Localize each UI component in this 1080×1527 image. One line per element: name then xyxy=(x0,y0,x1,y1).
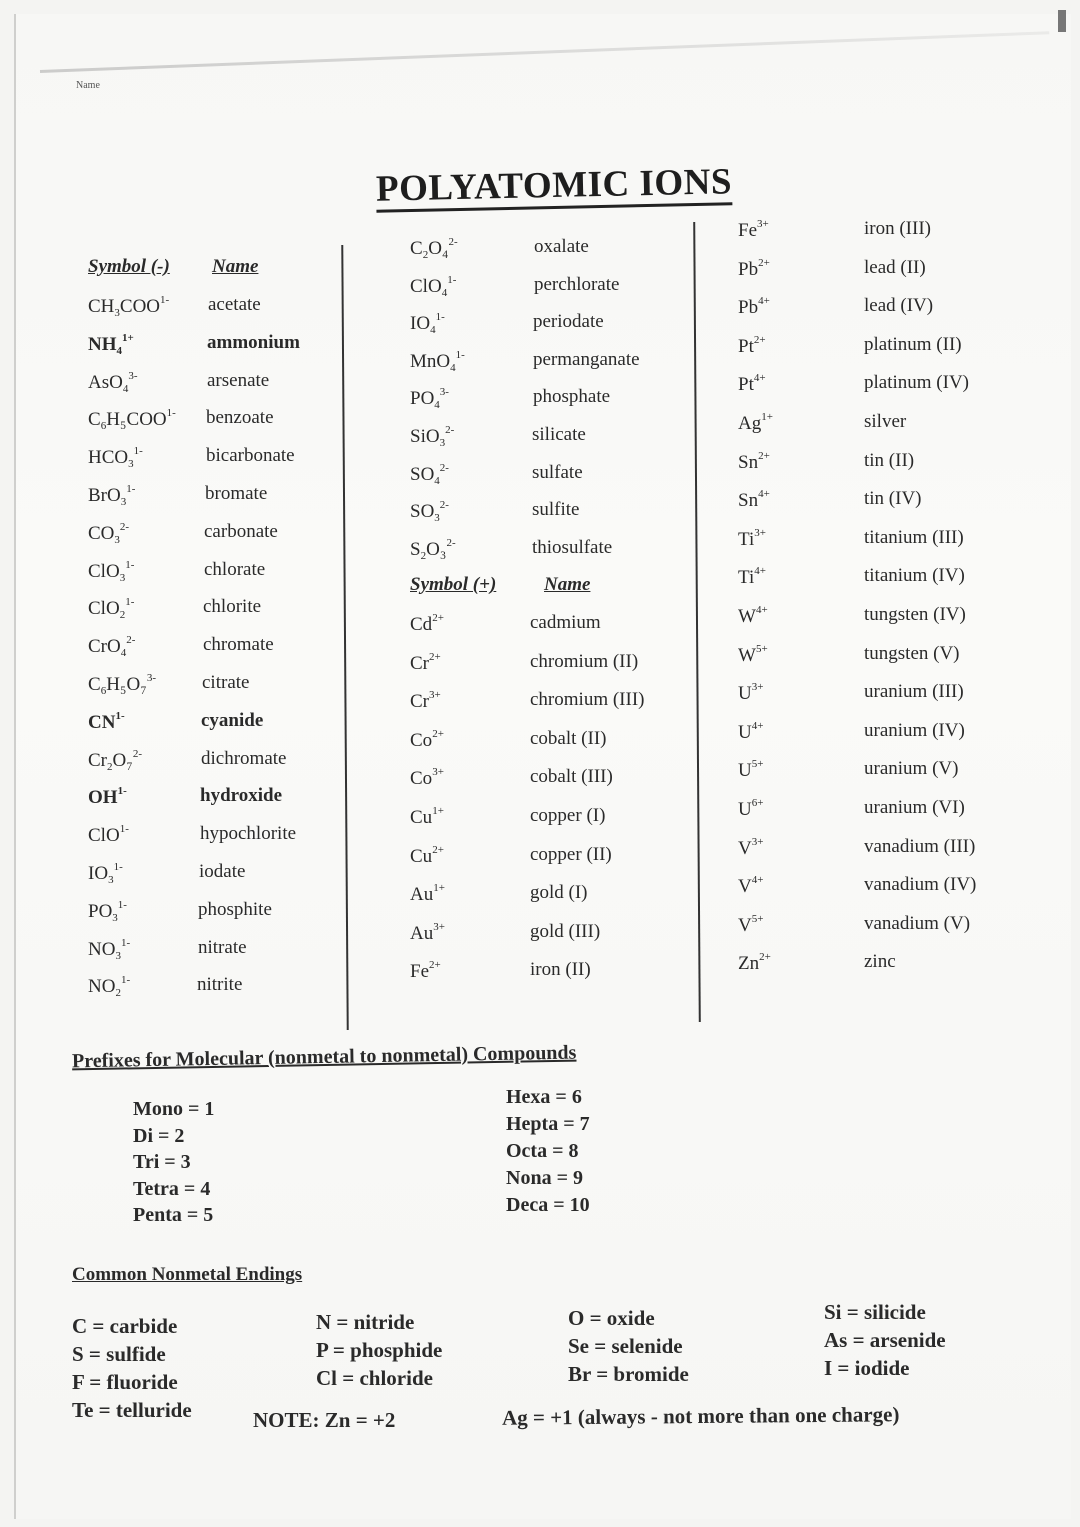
charge: 1- xyxy=(120,936,131,949)
ion-name: nitrate xyxy=(198,936,247,958)
charge: 3- xyxy=(439,386,449,399)
charge: 1- xyxy=(117,898,127,911)
ion-name: citrate xyxy=(202,672,250,693)
charge: 2+ xyxy=(432,843,444,856)
ion-name: hypochlorite xyxy=(200,823,297,845)
ending-item: N = nitride xyxy=(316,1310,415,1334)
charge: 5+ xyxy=(755,642,768,655)
ion-name: sulfate xyxy=(532,461,583,483)
ion-symbol: $Au^{1+}$ xyxy=(410,882,445,906)
ion-name: uranium (IV) xyxy=(864,719,965,741)
charge: 3+ xyxy=(751,835,764,848)
symbol-header: Symbol (-) xyxy=(88,256,170,277)
ion-name: cobalt (III) xyxy=(530,766,613,788)
ion-name: gold (III) xyxy=(530,920,601,942)
ion-name: thiosulfate xyxy=(532,536,613,558)
subscript: 2 xyxy=(107,760,113,773)
name-label: Name xyxy=(76,80,100,91)
subscript: 3 xyxy=(439,437,446,449)
ion-name: zinc xyxy=(864,951,896,973)
ion-symbol: $C_6H_5O_7^{3-}$ xyxy=(88,672,157,697)
ion-symbol: $OH^{1-}$ xyxy=(88,785,127,809)
ion-name: platinum (IV) xyxy=(864,372,970,394)
charge: 2+ xyxy=(429,650,441,663)
ion-name: arsenate xyxy=(207,369,270,391)
prefix-item: Hexa = 6 xyxy=(506,1086,582,1108)
charge: 6+ xyxy=(751,797,764,809)
ion-symbol: $W^{4+}$ xyxy=(738,604,768,627)
ion-name: chlorate xyxy=(204,558,266,580)
subscript: 6 xyxy=(100,685,107,697)
ion-symbol: $Cr^{2+}$ xyxy=(410,650,441,674)
ion-symbol: ClO$^{1-}$ xyxy=(88,823,129,847)
ion-symbol: $Ti^{3+}$ xyxy=(738,526,766,550)
ion-name: vanadium (V) xyxy=(864,912,971,934)
charge: 4+ xyxy=(751,719,764,732)
ion-symbol: $PO_4^{3-}$ xyxy=(410,386,449,412)
ion-symbol: $V^{3+}$ xyxy=(738,835,764,859)
subscript: 2 xyxy=(422,249,429,261)
ion-symbol: $Fe^{3+}$ xyxy=(738,218,769,241)
charge: 2- xyxy=(445,424,455,436)
ion-name: carbonate xyxy=(204,520,278,542)
charge: 1+ xyxy=(122,331,134,344)
subscript: 4 xyxy=(434,399,440,412)
ion-name: copper (I) xyxy=(530,805,606,826)
charge: 3+ xyxy=(754,526,766,539)
ion-name: sulfite xyxy=(532,499,580,521)
charge: 2- xyxy=(439,499,449,512)
ion-name: silver xyxy=(864,411,907,432)
prefix-item: Deca = 10 xyxy=(506,1194,590,1216)
ion-symbol: $S_2O_3^{2-}$ xyxy=(410,536,456,562)
ion-symbol: $NH_4^{1+}$ xyxy=(88,331,134,357)
charge: 3- xyxy=(146,672,157,684)
symbol-header: Symbol (+) xyxy=(410,574,497,596)
prefixes-title: Prefixes for Molecular (nonmetal to nonmetal) Compounds xyxy=(71,1041,577,1073)
ion-symbol: $NO_2^{1-}$ xyxy=(88,974,131,1000)
subscript: 3 xyxy=(120,496,127,508)
subscript: 4 xyxy=(430,324,436,337)
note-zinc: NOTE: Zn = +2 xyxy=(253,1408,396,1432)
ion-symbol: $Au^{3+}$ xyxy=(410,920,445,944)
charge: 1+ xyxy=(761,411,773,423)
ion-symbol: $Co^{3+}$ xyxy=(410,766,444,790)
ion-name: bromate xyxy=(205,483,268,504)
prefix-item: Penta = 5 xyxy=(133,1204,214,1226)
ion-symbol: $V^{4+}$ xyxy=(738,874,764,898)
note-silver: Ag = +1 (always - not more than one charge) xyxy=(501,1402,900,1430)
ion-name: cyanide xyxy=(201,709,264,731)
ion-name: copper (II) xyxy=(530,843,612,865)
ion-name: oxalate xyxy=(534,236,589,257)
charge: 5+ xyxy=(751,912,764,925)
ion-symbol: $U^{3+}$ xyxy=(738,681,764,705)
ion-name: lead (IV) xyxy=(864,295,934,317)
ion-name: lead (II) xyxy=(864,256,926,278)
ion-name: iron (II) xyxy=(530,959,591,981)
ion-symbol: $Pt^{2+}$ xyxy=(738,333,766,357)
charge: 3+ xyxy=(433,920,445,933)
ion-name: chromate xyxy=(203,634,274,656)
ion-name: ammonium xyxy=(207,331,300,353)
ending-item: I = iodide xyxy=(824,1356,910,1380)
ion-symbol: SiO$_3^{2-}$ xyxy=(410,424,455,449)
subscript: 6 xyxy=(100,420,107,433)
ion-name: bicarbonate xyxy=(206,445,295,467)
ion-symbol: $C_2O_4^{2-}$ xyxy=(410,236,458,261)
ion-symbol: $U^{4+}$ xyxy=(738,719,764,743)
ion-symbol: ClO$_4^{1-}$ xyxy=(410,273,457,299)
subscript: 4 xyxy=(450,361,456,374)
ion-name: gold (I) xyxy=(530,882,588,904)
subscript: 2 xyxy=(420,549,427,562)
charge: 3+ xyxy=(751,681,764,694)
charge: 4+ xyxy=(758,295,770,308)
charge: 1- xyxy=(455,348,465,361)
ion-name: tungsten (V) xyxy=(864,642,960,664)
subscript: 3 xyxy=(115,949,121,962)
ion-name: iodate xyxy=(199,861,246,882)
charge: 1- xyxy=(115,709,125,722)
ion-symbol: $SO_3^{2-}$ xyxy=(410,499,449,525)
ion-name: vanadium (III) xyxy=(864,835,976,857)
ending-item: Br = bromide xyxy=(568,1362,689,1386)
ending-item: As = arsenide xyxy=(824,1328,946,1352)
ion-symbol: $CO_3^{2-}$ xyxy=(88,520,130,546)
charge: 1- xyxy=(126,483,136,495)
ion-symbol: $Zn^{2+}$ xyxy=(738,951,771,975)
ion-symbol: CrO$_4^{2-}$ xyxy=(88,634,136,660)
ion-name: nitrite xyxy=(197,974,243,996)
ion-symbol: $Co^{2+}$ xyxy=(410,727,444,751)
ion-name: tin (IV) xyxy=(864,488,922,510)
name-header: Name xyxy=(544,574,591,596)
ending-item: P = phosphide xyxy=(316,1338,443,1362)
ion-symbol: AsO$_4^{3-}$ xyxy=(88,369,138,395)
subscript: 4 xyxy=(116,344,122,357)
ion-symbol: MnO$_4^{1-}$ xyxy=(410,348,465,374)
ion-symbol: $Pb^{2+}$ xyxy=(738,256,770,280)
ion-name: phosphite xyxy=(198,898,272,920)
ion-symbol: $Cd^{2+}$ xyxy=(410,612,444,635)
ion-symbol: $C_6H_5COO^{1-}$ xyxy=(88,407,176,433)
ion-symbol: $SO_4^{2-}$ xyxy=(410,461,449,487)
charge: 1+ xyxy=(432,805,444,817)
charge: 2- xyxy=(446,536,456,549)
ion-name: dichromate xyxy=(201,747,287,769)
ion-symbol: $HCO_3^{1-}$ xyxy=(88,445,143,471)
ion-symbol: $V^{5+}$ xyxy=(738,912,764,936)
ion-name: tungsten (IV) xyxy=(864,604,966,625)
ion-name: uranium (III) xyxy=(864,681,964,703)
ion-symbol: $Ti^{4+}$ xyxy=(738,565,766,589)
subscript: 3 xyxy=(114,533,120,546)
ion-name: chromium (III) xyxy=(530,689,645,711)
ion-symbol: $Cr_2O_7^{2-}$ xyxy=(88,747,143,773)
ion-symbol: $Pt^{4+}$ xyxy=(738,372,766,396)
subscript: 4 xyxy=(441,286,448,299)
subscript: 3 xyxy=(112,911,118,924)
prefix-item: Di = 2 xyxy=(133,1124,185,1147)
ending-item: C = carbide xyxy=(72,1314,178,1338)
ion-symbol: $Pb^{4+}$ xyxy=(738,295,770,319)
ion-name: iron (III) xyxy=(864,218,931,239)
charge: 4+ xyxy=(754,565,766,578)
ion-name: tin (II) xyxy=(864,449,915,471)
ion-name: silicate xyxy=(532,424,586,445)
subscript: 2 xyxy=(115,987,121,1000)
charge: 2- xyxy=(448,236,458,248)
ion-symbol: $Cr^{3+}$ xyxy=(410,689,441,713)
charge: 4+ xyxy=(755,604,768,616)
ion-name: uranium (V) xyxy=(864,758,959,780)
ending-item: O = oxide xyxy=(568,1306,655,1330)
charge: 5+ xyxy=(751,758,764,771)
ion-symbol: $IO_4^{1-}$ xyxy=(410,311,445,337)
charge: 1- xyxy=(125,558,135,571)
charge: 1- xyxy=(166,407,176,420)
ion-symbol: $NO_3^{1-}$ xyxy=(88,936,131,962)
charge: 2- xyxy=(126,634,136,647)
ion-symbol: $W^{5+}$ xyxy=(738,642,768,666)
subscript: 3 xyxy=(434,512,440,525)
ion-symbol: BrO$_3^{1-}$ xyxy=(88,483,136,508)
ion-name: uranium (VI) xyxy=(864,797,965,818)
charge: 4+ xyxy=(758,488,770,501)
ending-item: Te = telluride xyxy=(72,1398,192,1422)
name-header: Name xyxy=(212,256,259,277)
page-title: POLYATOMIC IONS xyxy=(376,162,733,212)
charge: 2+ xyxy=(429,959,441,972)
charge: 4+ xyxy=(753,372,766,385)
prefix-item: Hepta = 7 xyxy=(506,1113,590,1135)
subscript: 3 xyxy=(128,458,134,471)
ion-name: cadmium xyxy=(530,612,601,633)
ion-symbol: $Sn^{4+}$ xyxy=(738,488,770,512)
ion-name: perchlorate xyxy=(534,273,620,295)
ion-name: vanadium (IV) xyxy=(864,874,977,896)
charge: 3+ xyxy=(757,218,769,230)
ending-item: Se = selenide xyxy=(568,1334,683,1358)
charge: 2- xyxy=(132,747,143,760)
ending-item: Cl = chloride xyxy=(316,1366,433,1390)
charge: 2+ xyxy=(758,256,770,269)
ion-symbol: $CH_3COO^{1-}$ xyxy=(88,294,170,319)
charge: 3- xyxy=(128,369,138,382)
ion-name: phosphate xyxy=(533,386,611,408)
ion-symbol: $Ag^{1+}$ xyxy=(738,411,773,434)
subscript: 4 xyxy=(120,647,127,660)
ion-symbol: $Sn^{2+}$ xyxy=(738,449,770,473)
ending-item: S = sulfide xyxy=(72,1342,166,1366)
ion-name: hydroxide xyxy=(200,785,283,807)
ending-item: F = fluoride xyxy=(72,1370,178,1394)
charge: 2+ xyxy=(432,727,444,740)
charge: 1- xyxy=(133,445,143,458)
subscript: 3 xyxy=(114,307,120,319)
ion-symbol: $IO_3^{1-}$ xyxy=(88,861,123,886)
subscript: 4 xyxy=(434,474,440,487)
scan-corner-mark xyxy=(1058,10,1066,32)
ion-name: platinum (II) xyxy=(864,333,962,355)
charge: 1- xyxy=(120,974,131,987)
ion-symbol: $Cu^{2+}$ xyxy=(410,843,444,867)
endings-title: Common Nonmetal Endings xyxy=(72,1264,303,1285)
prefix-item: Octa = 8 xyxy=(506,1140,579,1162)
charge: 1- xyxy=(113,861,123,873)
ion-name: titanium (IV) xyxy=(864,565,965,587)
prefix-item: Nona = 9 xyxy=(506,1167,583,1189)
ion-name: benzoate xyxy=(206,407,274,429)
ion-name: periodate xyxy=(533,311,604,333)
ion-symbol: $U^{5+}$ xyxy=(738,758,764,782)
charge: 1- xyxy=(435,311,445,324)
ion-name: permanganate xyxy=(533,348,640,370)
ion-name: titanium (III) xyxy=(864,526,964,548)
charge: 1- xyxy=(117,785,127,798)
prefix-item: Mono = 1 xyxy=(133,1098,215,1120)
subscript: 3 xyxy=(108,874,114,886)
ion-symbol: ClO$_3^{1-}$ xyxy=(88,558,135,584)
subscript: 4 xyxy=(122,382,129,395)
subscript: 2 xyxy=(119,609,126,622)
ion-symbol: $PO_3^{1-}$ xyxy=(88,898,127,924)
charge: 2- xyxy=(119,520,130,533)
charge: 1- xyxy=(447,273,457,286)
charge: 2- xyxy=(439,461,449,474)
subscript: 3 xyxy=(119,571,126,584)
ion-symbol: $Fe^{2+}$ xyxy=(410,959,441,983)
ion-symbol: ClO$_2^{1-}$ xyxy=(88,596,135,622)
ion-name: acetate xyxy=(208,294,261,315)
ion-symbol: $Cu^{1+}$ xyxy=(410,805,444,828)
ending-item: Si = silicide xyxy=(824,1300,926,1324)
charge: 1+ xyxy=(433,882,445,895)
charge: 2+ xyxy=(759,951,771,964)
charge: 2+ xyxy=(758,449,770,462)
charge: 4+ xyxy=(751,874,764,887)
prefix-item: Tetra = 4 xyxy=(133,1177,211,1200)
ion-name: cobalt (II) xyxy=(530,727,607,749)
ion-symbol: $CN^{1-}$ xyxy=(88,709,125,733)
charge: 1- xyxy=(125,596,135,609)
charge: 2+ xyxy=(432,612,444,624)
prefix-item: Tri = 3 xyxy=(133,1151,191,1173)
charge: 3+ xyxy=(429,689,441,702)
charge: 3+ xyxy=(432,766,444,779)
ion-symbol: $U^{6+}$ xyxy=(738,797,764,820)
ion-name: chlorite xyxy=(203,596,262,618)
charge: 2+ xyxy=(753,333,766,346)
charge: 1- xyxy=(119,823,129,836)
charge: 1- xyxy=(160,294,170,306)
ion-name: chromium (II) xyxy=(530,650,639,672)
